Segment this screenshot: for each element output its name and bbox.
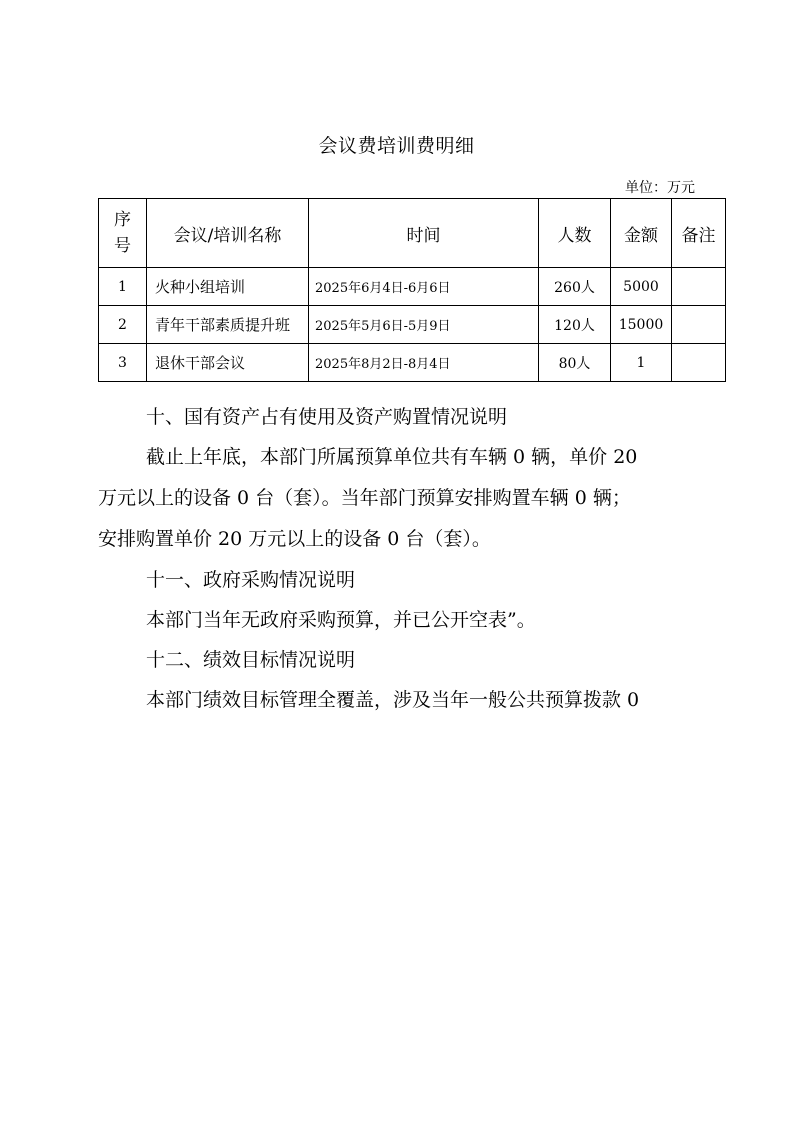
table-row <box>99 306 726 344</box>
header-name: 会议/培训名称 <box>147 199 309 268</box>
paragraph-line: 截止上年底，本部门所属预算单位共有车辆 0 辆，单价 20 <box>146 446 638 468</box>
cell-time: 2025年8月2日-8月4日 <box>309 344 539 382</box>
cell-time: 2025年6月4日-6月6日 <box>309 268 539 306</box>
table-row <box>99 344 726 382</box>
table-row <box>99 268 726 306</box>
cell-people: 260人 <box>539 268 611 306</box>
unit-label: 单位：万元 <box>625 180 695 196</box>
cell-name: 退休干部会议 <box>147 344 309 382</box>
table-header-row <box>99 199 726 268</box>
cell-remark <box>672 268 726 306</box>
cell-name: 火种小组培训 <box>147 268 309 306</box>
paragraph-line: 本部门当年无政府采购预算，并已公开空表”。 <box>146 609 536 631</box>
cell-seq: 3 <box>99 344 147 382</box>
cell-people: 80人 <box>539 344 611 382</box>
header-people: 人数 <box>539 199 611 268</box>
section-heading-procurement: 十一、政府采购情况说明 <box>146 569 356 591</box>
section-heading-assets: 十、国有资产占有使用及资产购置情况说明 <box>146 406 508 428</box>
paragraph-line: 安排购置单价 20 万元以上的设备 0 台（套）。 <box>98 528 491 550</box>
cell-remark <box>672 344 726 382</box>
cell-time: 2025年5月6日-5月9日 <box>309 306 539 344</box>
header-amount: 金额 <box>611 199 672 268</box>
cell-amount: 5000 <box>611 268 672 306</box>
cell-amount: 15000 <box>611 306 672 344</box>
section-heading-performance: 十二、绩效目标情况说明 <box>146 649 356 671</box>
cell-amount: 1 <box>611 344 672 382</box>
cell-people: 120人 <box>539 306 611 344</box>
paragraph-line: 万元以上的设备 0 台（套）。当年部门预算安排购置车辆 0 辆； <box>98 487 631 509</box>
header-remark: 备注 <box>672 199 726 268</box>
fee-table <box>98 198 726 382</box>
paragraph-line: 本部门绩效目标管理全覆盖，涉及当年一般公共预算拨款 0 <box>146 689 640 711</box>
cell-remark <box>672 306 726 344</box>
header-time: 时间 <box>309 199 539 268</box>
page-title: 会议费培训费明细 <box>318 135 475 157</box>
cell-name: 青年干部素质提升班 <box>147 306 309 344</box>
cell-seq: 2 <box>99 306 147 344</box>
header-seq: 序 号 <box>99 199 147 268</box>
cell-seq: 1 <box>99 268 147 306</box>
